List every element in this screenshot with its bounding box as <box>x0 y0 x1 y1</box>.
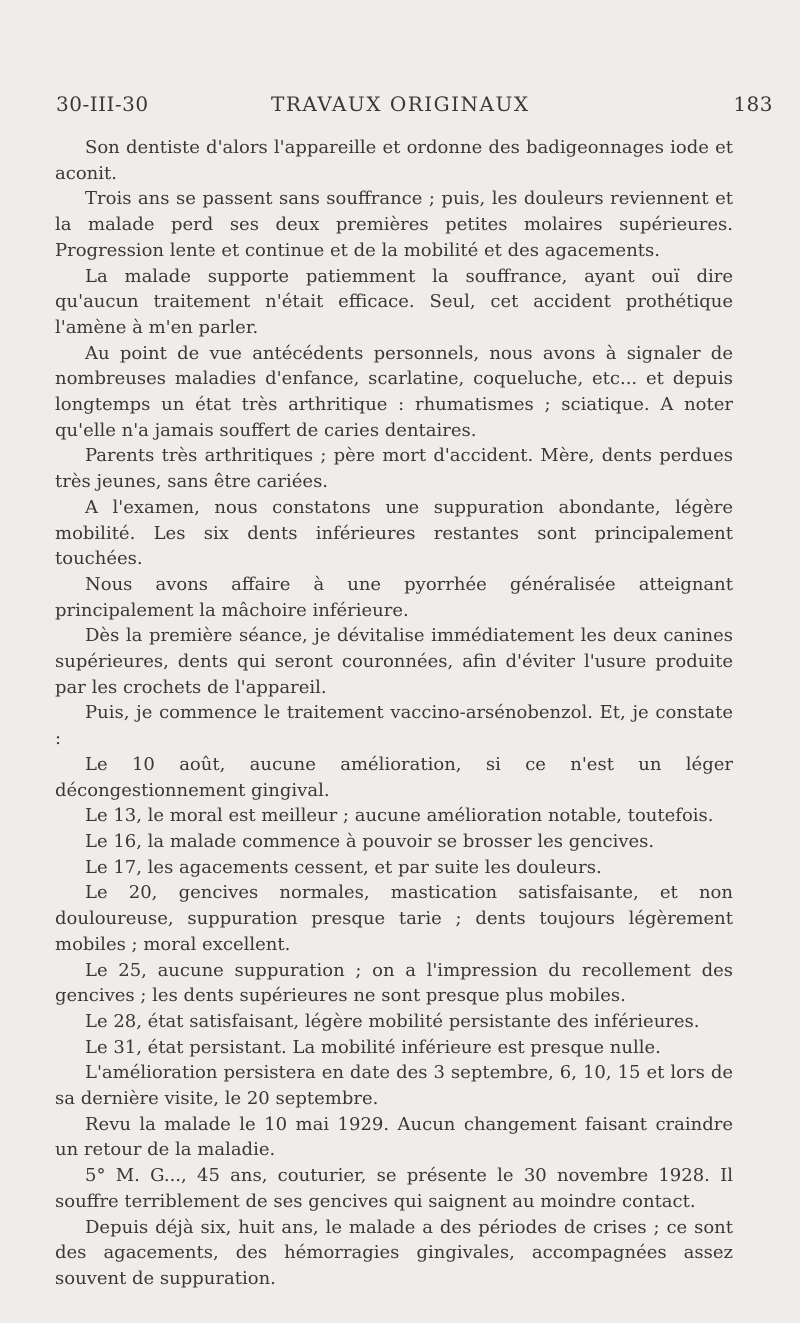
paragraph: Le 28, état satisfaisant, légère mobilité persistante des inférieures. <box>85 1010 700 1032</box>
paragraph: Parents très arthritiques ; père mort d'accident. Mère, dents perdues très jeunes, sans être cariées. <box>55 445 733 493</box>
paragraph: Le 10 août, aucune amélioration, si ce n'est un léger décongestionnement gingival. <box>55 753 733 801</box>
paragraph: Le 16, la malade commence à pouvoir se brosser les gencives. <box>85 830 655 852</box>
paragraph: Le 31, état persistant. La mobilité inférieure est presque nulle. <box>85 1036 661 1058</box>
paragraph: Trois ans se passent sans souffrance ; puis, les douleurs reviennent et la malade perd ses deux premières petites molaires supérieures. Progression lente et continue et de la mobilité et des agacements. <box>55 188 733 261</box>
paragraph: Au point de vue antécédents personnels, nous avons à signaler de nombreuses maladies d'enfance, scarlatine, coqueluche, etc... et depuis longtemps un état très arthritique : rhumatismes ; sciatique. A noter qu'elle n'a jamais souffert de caries dentaires. <box>55 342 733 441</box>
paragraph: Revu la malade le 10 mai 1929. Aucun changement faisant craindre un retour de la maladie. <box>55 1113 733 1161</box>
paragraph: Le 13, le moral est meilleur ; aucune amélioration notable, toutefois. <box>85 805 714 827</box>
paragraph: Nous avons affaire à une pyorrhée généralisée atteignant principalement la mâchoire inférieure. <box>55 573 733 621</box>
paragraph: La malade supporte patiemment la souffrance, ayant ouï dire qu'aucun traitement n'était efficace. Seul, cet accident prothétique l'amène à m'en parler. <box>55 265 733 338</box>
paragraph: L'amélioration persistera en date des 3 septembre, 6, 10, 15 et lors de sa dernière visite, le 20 septembre. <box>55 1062 733 1110</box>
body-text <box>55 135 733 1292</box>
paragraph: Depuis déjà six, huit ans, le malade a des périodes de crises ; ce sont des agacements, des hémorragies gingivales, accompagnées assez souvent de suppuration. <box>55 1216 733 1289</box>
paragraph: Le 20, gencives normales, mastication satisfaisante, et non douloureuse, suppuration presque tarie ; dents toujours légèrement mobiles ; moral excellent. <box>55 882 733 955</box>
paragraph: Son dentiste d'alors l'appareille et ordonne des badigeonnages iode et aconit. <box>55 137 733 184</box>
paragraph: Le 25, aucune suppuration ; on a l'impression du recollement des gencives ; les dents supérieures ne sont presque plus mobiles. <box>55 959 733 1007</box>
paragraph: Le 17, les agacements cessent, et par suite les douleurs. <box>85 856 602 878</box>
paragraph: A l'examen, nous constatons une suppuration abondante, légère mobilité. Les six dents inférieures restantes sont principalement touchées. <box>55 496 733 570</box>
running-header <box>56 92 773 120</box>
header-date: 30-III-30 <box>56 92 149 116</box>
paragraph: Dès la première séance, je dévitalise immédiatement les deux canines supérieures, dents qui seront couronnées, afin d'éviter l'usure produite par les crochets de l'appareil. <box>55 625 733 698</box>
header-section-title: TRAVAUX ORIGINAUX <box>271 92 530 116</box>
page-number: 183 <box>733 92 773 116</box>
paragraph: 5° M. G..., 45 ans, couturier, se présente le 30 novembre 1928. Il souffre terriblement de ses gencives qui saignent au moindre contact. <box>55 1165 733 1212</box>
paragraph: Puis, je commence le traitement vaccino-arsénobenzol. Et, je constate : <box>55 702 733 750</box>
